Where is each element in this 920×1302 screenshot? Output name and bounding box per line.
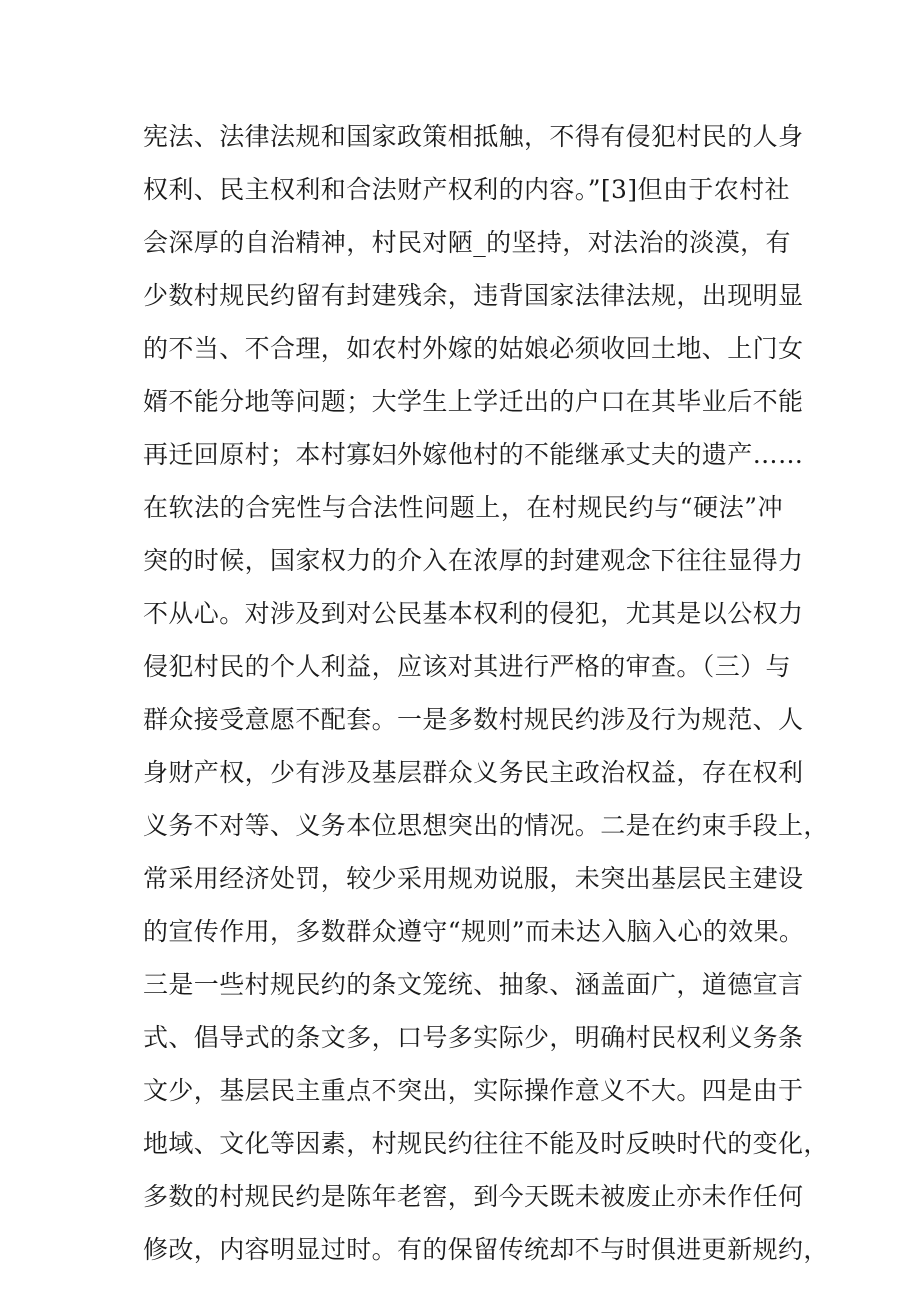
text-line: 宪法、法律法规和国家政策相抵触，不得有侵犯村民的人身 [143,122,804,151]
text-line: 婿不能分地等问题；大学生上学迁出的户口在其毕业后不能 [143,387,804,416]
text-line: 身财产权，少有涉及基层群众义务民主政治权益，存在权利 [143,758,804,787]
text-line: 会深厚的自治精神，村民对陋_的坚持，对法治的淡漠，有 [143,228,791,257]
text-line: 权利、民主权利和合法财产权利的内容。”[3]但由于农村社 [143,175,790,204]
text-line: 群众接受意愿不配套。一是多数村规民约涉及行为规范、人 [143,705,804,734]
text-line: 多数的村规民约是陈年老窖，到今天既未被废止亦未作任何 [143,1182,804,1211]
text-line: 式、倡导式的条文多，口号多实际少，明确村民权利义务条 [143,1023,804,1052]
text-line: 在软法的合宪性与合法性问题上，在村规民约与“硬法”冲 [143,493,783,522]
text-line: 文少，基层民主重点不突出，实际操作意义不大。四是由于 [143,1076,804,1105]
text-line: 再迁回原村；本村寡妇外嫁他村的不能继承丈夫的遗产…… [143,440,804,469]
text-line: 侵犯村民的个人利益，应该对其进行严格的审查。（三）与 [143,652,791,681]
text-line: 三是一些村规民约的条文笼统、抽象、涵盖面广，道德宣言 [143,970,804,999]
text-line: 的宣传作用，多数群众遵守“规则”而未达入脑入心的效果。 [143,917,805,946]
text-line: 的不当、不合理，如农村外嫁的姑娘必须收回土地、上门女 [143,334,804,363]
text-line: 修改，内容明显过时。有的保留传统却不与时俱进更新规约， [143,1235,829,1264]
text-line: 少数村规民约留有封建残余，违背国家法律法规，出现明显 [143,281,804,310]
text-line: 地域、文化等因素，村规民约往往不能及时反映时代的变化， [143,1129,829,1158]
text-line: 不从心。对涉及到对公民基本权利的侵犯，尤其是以公权力 [143,599,804,628]
text-line: 突的时候，国家权力的介入在浓厚的封建观念下往往显得力 [143,546,804,575]
text-line: 义务不对等、义务本位思想突出的情况。二是在约束手段上， [143,811,829,840]
text-line: 常采用经济处罚，较少采用规劝说服，未突出基层民主建设 [143,864,804,893]
body-paragraph [143,110,829,1276]
